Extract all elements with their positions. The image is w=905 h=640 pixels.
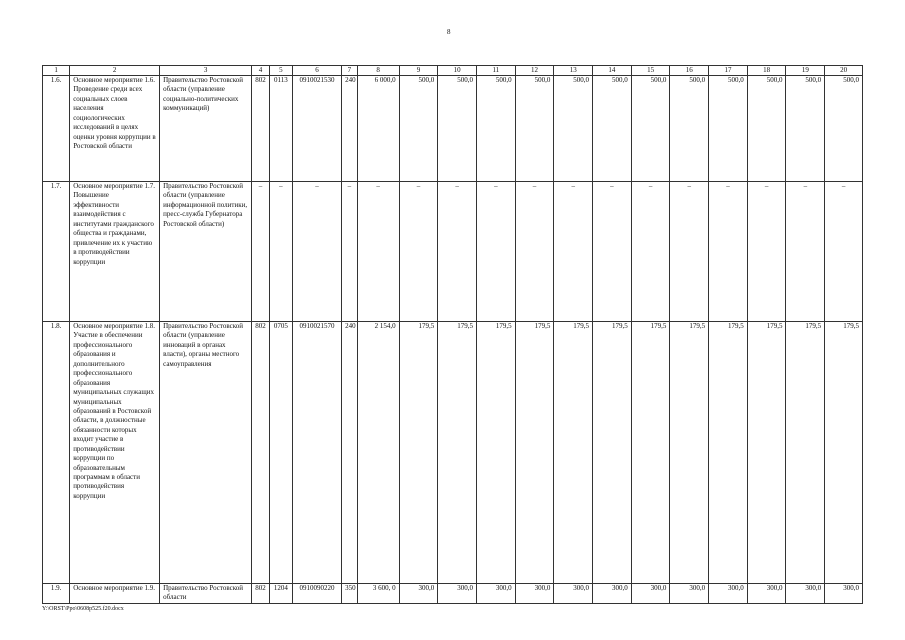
cell-year: –	[786, 182, 825, 322]
cell-year: 179,5	[515, 322, 554, 584]
cell-year: 500,0	[709, 76, 748, 182]
cell-vr: 240	[342, 76, 358, 182]
executor: Правительство Ростовской области (управление социально-политических коммуникаций)	[160, 76, 252, 182]
cell-year: 500,0	[515, 76, 554, 182]
row-number: 1.8.	[43, 322, 70, 584]
column-header: 9	[399, 66, 438, 76]
measure-name: Основное мероприятие 1.8. Участие в обеспечении профессионального образования и дополнительного профессионального образования муниципальных служащих муниципальных образований в Ростовской области, в должностные обязанности которых входит участие в противодействии коррупции по образовательным программам в области противодействия коррупции	[70, 322, 160, 584]
cell-grbs: 802	[252, 76, 270, 182]
measure-name: Основное мероприятие 1.7. Повышение эффективности взаимодействия с институтами гражданского общества и гражданами, привлечение их к участию в противодействии коррупции	[70, 182, 160, 322]
executor: Правительство Ростовской области	[160, 584, 252, 604]
cell-rzpr: 1204	[269, 584, 292, 604]
cell-year: 300,0	[593, 584, 632, 604]
cell-year: 500,0	[747, 76, 786, 182]
header-row	[43, 66, 863, 76]
measure-name: Основное мероприятие 1.6. Проведение среди всех социальных слоев населения социологических исследований в целях оценки уровня коррупции в Ростовской области	[70, 76, 160, 182]
cell-year: 179,5	[825, 322, 863, 584]
cell-year: 179,5	[438, 322, 477, 584]
cell-year: 500,0	[631, 76, 670, 182]
cell-year: –	[747, 182, 786, 322]
column-header: 20	[825, 66, 863, 76]
cell-year: 500,0	[670, 76, 709, 182]
cell-year: –	[554, 182, 593, 322]
table-row	[43, 76, 863, 182]
column-header: 3	[160, 66, 252, 76]
budget-table	[42, 65, 863, 604]
row-number: 1.9.	[43, 584, 70, 604]
cell-year: –	[476, 182, 515, 322]
column-header: 19	[786, 66, 825, 76]
column-header: 16	[670, 66, 709, 76]
cell-rzpr: –	[269, 182, 292, 322]
column-header: 1	[43, 66, 70, 76]
cell-year: 500,0	[786, 76, 825, 182]
cell-year: 300,0	[554, 584, 593, 604]
cell-year: 179,5	[670, 322, 709, 584]
cell-year: –	[593, 182, 632, 322]
row-number: 1.7.	[43, 182, 70, 322]
cell-year: 179,5	[593, 322, 632, 584]
cell-year: 500,0	[825, 76, 863, 182]
cell-total: 3 600, 0	[357, 584, 399, 604]
column-header: 5	[269, 66, 292, 76]
cell-rzpr: 0705	[269, 322, 292, 584]
column-header: 4	[252, 66, 270, 76]
cell-csr: –	[292, 182, 341, 322]
cell-year: 500,0	[593, 76, 632, 182]
column-header: 6	[292, 66, 341, 76]
cell-total: 6 000,0	[357, 76, 399, 182]
cell-year: –	[709, 182, 748, 322]
column-header: 11	[476, 66, 515, 76]
cell-year: 179,5	[786, 322, 825, 584]
column-header: 13	[554, 66, 593, 76]
page-number: 8	[447, 28, 451, 36]
cell-grbs: 802	[252, 322, 270, 584]
table-row	[43, 322, 863, 584]
cell-vr: 240	[342, 322, 358, 584]
cell-grbs: 802	[252, 584, 270, 604]
cell-vr: 350	[342, 584, 358, 604]
cell-year: 300,0	[709, 584, 748, 604]
column-header: 10	[438, 66, 477, 76]
cell-year: 300,0	[476, 584, 515, 604]
cell-total: –	[357, 182, 399, 322]
cell-year: 500,0	[438, 76, 477, 182]
cell-year: –	[825, 182, 863, 322]
table-row	[43, 584, 863, 604]
cell-year: 300,0	[786, 584, 825, 604]
cell-csr: 0910021530	[292, 76, 341, 182]
table-row	[43, 182, 863, 322]
cell-year: 179,5	[554, 322, 593, 584]
column-header: 8	[357, 66, 399, 76]
cell-year: 300,0	[670, 584, 709, 604]
cell-year: –	[515, 182, 554, 322]
column-header: 2	[70, 66, 160, 76]
cell-grbs: –	[252, 182, 270, 322]
cell-rzpr: 0113	[269, 76, 292, 182]
cell-year: –	[631, 182, 670, 322]
cell-total: 2 154,0	[357, 322, 399, 584]
executor: Правительство Ростовской области (управление информационной политики, пресс-служба Губернатора Ростовской области)	[160, 182, 252, 322]
cell-year: 300,0	[515, 584, 554, 604]
cell-year: 500,0	[399, 76, 438, 182]
executor: Правительство Ростовской области (управление инноваций в органах власти), органы местного самоуправления	[160, 322, 252, 584]
cell-year: 500,0	[476, 76, 515, 182]
cell-year: 179,5	[747, 322, 786, 584]
cell-year: –	[438, 182, 477, 322]
column-header: 12	[515, 66, 554, 76]
measure-name: Основное мероприятие 1.9.	[70, 584, 160, 604]
cell-year: 300,0	[631, 584, 670, 604]
cell-year: 179,5	[709, 322, 748, 584]
column-header: 14	[593, 66, 632, 76]
cell-year: 500,0	[554, 76, 593, 182]
cell-year: 300,0	[438, 584, 477, 604]
column-header: 15	[631, 66, 670, 76]
cell-year: 300,0	[747, 584, 786, 604]
cell-csr: 0910090220	[292, 584, 341, 604]
cell-year: 300,0	[825, 584, 863, 604]
cell-year: 179,5	[399, 322, 438, 584]
cell-year: –	[399, 182, 438, 322]
cell-csr: 0910021570	[292, 322, 341, 584]
row-number: 1.6.	[43, 76, 70, 182]
cell-year: 179,5	[631, 322, 670, 584]
column-header: 7	[342, 66, 358, 76]
column-header: 18	[747, 66, 786, 76]
cell-year: 300,0	[399, 584, 438, 604]
column-header: 17	[709, 66, 748, 76]
cell-year: –	[670, 182, 709, 322]
cell-vr: –	[342, 182, 358, 322]
file-path-footer: Y:\ORST\Ppo\0608p525.f20.docx	[42, 606, 124, 612]
cell-year: 179,5	[476, 322, 515, 584]
